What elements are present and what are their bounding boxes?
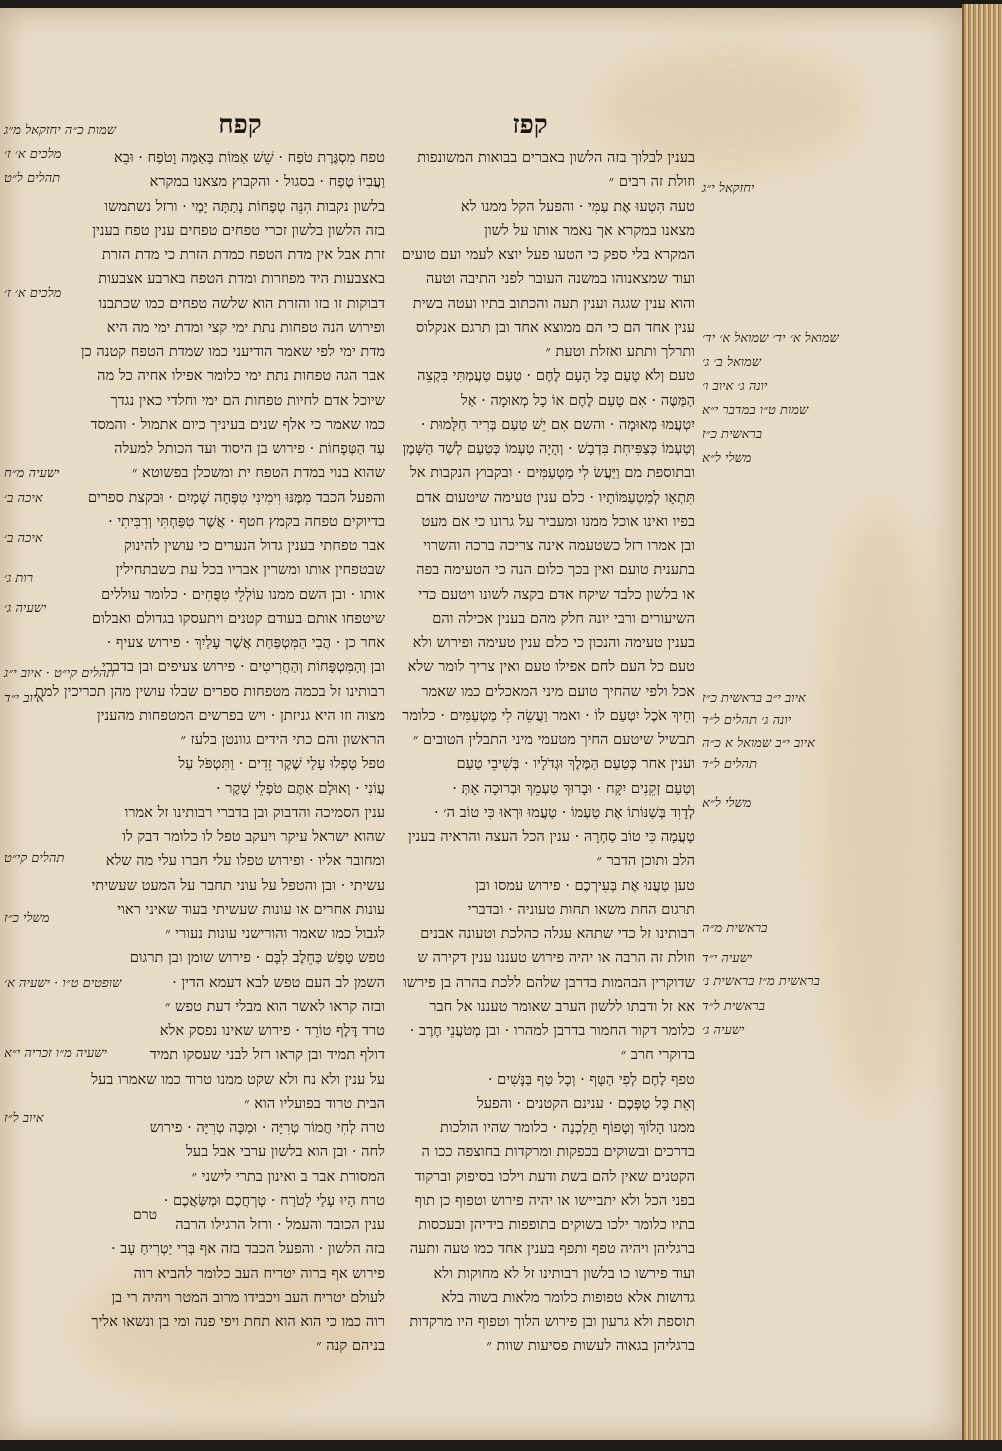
text-line: עשיתי · ובן והטפל על עוני תחבר על המעט שעשיתי <box>91 876 385 894</box>
text-line: ועוד פירשו כו בלשון רבותינו זל לא מחוקות ולא <box>433 1264 695 1282</box>
text-line: לחה · ובן הוא בלשון ערבי אבל בעל <box>185 1143 385 1161</box>
text-line: טעם כל העם לחם אפילו טעם ואין צריך לומר שלא <box>407 658 695 676</box>
margin-reference: משלי ל״א <box>702 796 752 811</box>
margin-reference: איוב י״ד <box>4 691 44 706</box>
text-line: ברגליהן ויהיה טפף ותפף בענין אחד כמו טעה ותעה <box>409 1240 695 1258</box>
margin-reference: תהלים קי״ט <box>4 851 65 866</box>
margin-reference: בראשית מ״ה <box>702 921 768 936</box>
text-line: בלשון נקבות הִנֵּה טְפָחוֹת נָתַתָּה יָמַי · ורזל נשתמשו <box>104 197 385 215</box>
text-line: באצבעות היד מפוזרות ומדת הטפח בארבע אצבעות <box>98 270 385 288</box>
margin-reference: משלי ל״א <box>702 451 752 466</box>
text-line: בזה הלשון · והפעל הכבד בזה אף בְּרִי יַטְרִיחַ עָב · <box>110 1240 385 1258</box>
text-line: ופירוש הנה טפחות נתת ימי קצי ומדת ימי מה היא <box>106 318 385 336</box>
margin-reference: בראשית ל״ד <box>702 999 765 1014</box>
text-line: וְטַעַם זְקֵנִים יִקָּח · וּבָרוּךְ טַעְמֵךְ וּבְרוּכָה אָתְּ · <box>452 779 695 797</box>
text-line: רבותינו זל בכמה מטפחות ספרים שבלו עושין מהן תכריכין למת <box>34 682 385 700</box>
margin-reference: ישעיה מ״ו זכריה י״א <box>4 1046 107 1061</box>
margin-reference: מלכים א׳ ז׳ <box>4 286 62 301</box>
text-line: שהוא ישראל עיקר ויעקב טפל לו כלומר דבק לו <box>122 828 385 845</box>
text-line: עַד הַטְּפָחוֹת · פירוש בן היסוד ועד הכותל למעלה <box>114 440 385 457</box>
margin-reference: תהלים ל״ד <box>702 757 758 772</box>
text-line: טפש טָפַשׁ כַּחֵלֶב לִבָּם · פירוש שומן ובן תרגום <box>129 949 385 967</box>
text-line: שהוא בנוי במדת הטפח ית ומשכלן בפשוטא ״ <box>131 464 385 482</box>
text-line: תִּתְאָו לְמַטְעַמּוֹתָיו · כלם ענין טעימה שיטעום אדם <box>415 488 695 506</box>
text-line: תוספת ולא גרעון ובן פירוש הלוך וטפוף היו מרקדות <box>409 1313 695 1330</box>
text-line: הקטנים שאין להם בשת ודעת וילכו בסיפוק וברקוד <box>414 1167 695 1185</box>
text-line: שדוקרין הבהמות בדרבן שלהם ללכת בהרה בן פירשו <box>403 973 695 991</box>
text-line: טפח מִסְגֶּרֶת טֹפַח · שֵׁשׁ אַמּוֹת בָּאַמָּה וָטֹפַח · וּבֵא <box>114 149 385 166</box>
text-line: בפני הכל ולא יתביישו או יהיה פירוש וטפוף כן תוף <box>414 1191 695 1209</box>
paper-stain <box>820 508 940 1108</box>
margin-reference: ישעיה מ״ח <box>4 466 60 481</box>
text-line: עונות אחרים או עונות שעשיתי בעוד שאיני ראוי <box>117 900 385 918</box>
text-line: טעם וְלֹא טָעַם כָּל הָעָם לֶחֶם · טַעַם טַעֲמְתִּי בִּקְצֵה <box>417 367 695 385</box>
text-line: בפיו ואינו אוכל ממנו ומעביר על גרונו כי אם מעט <box>421 512 695 530</box>
text-line: טען טַעֲנוּ אֶת בְּעִירְכֶם · פירוש עמסו ובן <box>475 876 695 894</box>
text-line: אכל ולפי שהחיך טועם מיני המאכלים כמו שאמר <box>421 682 695 700</box>
text-line: כלומר דקור החמור בדרבן למהרו · ובן מְטֹעֲנֵי חֶרֶב · <box>409 1022 695 1039</box>
text-line: טרה לְחִי חֲמוֹר טְרִיָּה · וּמַכָּה טְרִיָּה · פירוש <box>149 1119 385 1136</box>
margin-reference: איוב י״ב שמואל א כ״ה <box>702 736 815 751</box>
text-line: ענין אחד הם כי הם ממוצא אחד ובן תרגם אנקלוס <box>415 318 695 336</box>
text-line: אבר טפחתי בענין גדול הנערים כי עושין להינוק <box>124 537 385 554</box>
text-line: אחר כן · הֲבִי הַמִּטְפַּחַת אֲשֶׁר עָלַיִךְ · פירוש צעיף · <box>106 634 385 651</box>
text-line: אותו · ובן השם ממנו עוֹלְלֵי טִפֻּחִים · כלומר עוללים <box>101 585 385 603</box>
text-line: כמו שאמר כי אלף שנים בעיניך כיום אתמול · והמסד <box>90 415 385 433</box>
text-line: שיוכל אדם לחיות טפחות הם ימי וחלדי כאין נגדך <box>110 391 385 409</box>
margin-reference: מלכים א׳ ז׳ <box>4 147 62 162</box>
text-line: והפעל הכבד מִמֶּנּוּ וִימִינִי טִפְּחָה שָׁמָיִם · וּבקצת ספרים <box>87 488 385 506</box>
margin-reference: ישעיה ג׳ <box>4 601 47 616</box>
text-line: טעה הִטְעוּ אֶת עַמִּי · והפעל הקל ממנו לא <box>460 197 695 215</box>
margin-reference: בראשית מ״ז בראשית נ׳ <box>702 974 820 989</box>
text-line: על ענין ולא נח ולא שקט ממנו טרוד כמו שאמרו בעל <box>91 1070 385 1088</box>
text-line: שבטפחין אותו ומשרין אבריו בכל עת כשבתחילין <box>115 561 385 579</box>
text-line: או בלשון כלבד שיקח אדם בקצה לשונו ויטעם כדי <box>418 585 695 603</box>
text-line: ממנו הָלוֹךְ וְטָפוֹף תֵּלַכְנָה · כלומר שהיו הולכות <box>439 1119 695 1136</box>
margin-reference: שמואל ב׳ ג׳ <box>702 355 761 370</box>
text-line: פירוש אף ברוה יטריח העב כלומר להביא רוה <box>133 1264 385 1282</box>
text-line: ובתוספת מם וַיַּעֲשׂ לִי מַטְעַמִּים · ובקבוץ הנקבות אל <box>409 464 695 482</box>
text-line: בתיו כלומר ילכו בשוקים בתופפות בידיהן ובעכסות <box>418 1216 695 1233</box>
text-line: ועוד שמצאנוהו במשנה העובר לפני התיבה וטעה <box>425 270 695 288</box>
text-line: ובן אמרו רזל כשטעמה אינה צריכה ברכה והשרוי <box>423 537 695 554</box>
text-line: וְחֵיךְ אֹכֶל יִטְעַם לוֹ · ואמר וַעֲשֵׂה לִי מַטְעַמִּים · כלומר <box>402 706 695 724</box>
text-line: זרת אבל אין מדת הטפח כמדת הזרת כי מדת הזרת <box>101 246 385 263</box>
margin-reference: שמות כ״ה יחזקאל מ״ג <box>4 123 116 138</box>
margin-reference: איוב ל״ז <box>4 1111 44 1126</box>
text-line: השמן לב העם טפש לבא דעמא הדין · <box>172 973 385 991</box>
margin-reference: איכה ב׳ <box>4 491 43 506</box>
margin-reference: בראשית כ״ז <box>702 427 763 442</box>
margin-reference: שמות ט״ו במדבר י״א <box>702 403 809 418</box>
margin-reference: יונה ג׳ תהלים ל״ד <box>702 713 792 728</box>
text-line: וַעֲבִיוֹ טֶפַח · בסגול · והקבוץ מצאנו במקרא <box>149 173 385 191</box>
text-line: הראשון והם כתי הידים גוונטן בלעז ״ <box>180 731 385 748</box>
catchword: טרם <box>133 1207 158 1223</box>
text-line: עֲוֹנִי · וְאוּלָם אַתֶּם טֹפְלֵי שָׁקֶר · <box>215 779 385 797</box>
text-line: וזולת זה רבים ״ <box>608 173 695 191</box>
text-line: המקרא בלי ספק כי הטעו פעל יוצא לעמי ועם טועים <box>401 246 695 263</box>
text-line: והוא ענין שגגה וענין תעה והכתוב בתיו ועטה בשית <box>412 294 695 312</box>
text-line: וְטַעְמוֹ כְּצַפִּיחִת בִּדְבָשׁ · וְהָיָה טַעְמוֹ כְּטַעַם לְשַׁד הַשָּׁמֶן <box>402 440 695 457</box>
text-line: תבשיל שיטעם החיך מטעמי מיני התבלין הטובים ״ <box>412 731 695 748</box>
margin-reference: שמואל א׳ יד׳ שמואל א׳ יד׳ <box>702 331 839 346</box>
text-line: לעולם יטריח העב ויכבידו מרוב המטר ויהיה רי בן <box>111 1288 385 1306</box>
text-line: בדרכים ובשוקים בכפקות ומרקדות בחוצפה ככו ה <box>421 1143 695 1161</box>
text-line: תרגום החת משאו תחות טעוניה · ובדברי <box>467 900 695 918</box>
text-line: בתענית טועם ואין בכך כלום הנה כי הטעימה בפה <box>416 561 695 579</box>
text-line: הבית טרוד בפועליו הוא ״ <box>244 1094 385 1112</box>
text-line: ומחובר אליו · ופירוש טפלו עלי חברו עלי מה שלא <box>105 852 385 870</box>
text-line: בדיוקים טפחה בקמץ חטף · אֲשֶׁר טִפַּחְתִּי וְרִבִּיתִי · <box>108 512 385 530</box>
text-line: דבוקות זו בזו והזרת הוא שלשה טפחים כמו שכתבנו <box>98 294 385 312</box>
text-line: ענין הסמיכה והדבוק ובן בדברי רבותינו זל אמרו <box>124 803 385 821</box>
text-line: טרד דֶּלֶף טוֹרֵד · פירוש שאינו נפסק אלא <box>159 1022 385 1039</box>
text-line: המסורת אבר ב ואינון בתרי לישני ״ <box>191 1167 385 1185</box>
margin-reference: משלי כ״ז <box>4 911 50 926</box>
text-line: בזה הלשון בלשון זכרי טפחים טפחים ענין טפח בענין <box>92 221 385 239</box>
text-line: דולף תמיד ובן קראו רזל לבני שעסקו תמיד <box>149 1046 385 1064</box>
text-line: ובזה קראו לאשר הוא מבלי דעת טפש ״ <box>165 997 385 1015</box>
text-line: ותרלך ותתע ואזלת וטעת ״ <box>545 343 695 360</box>
text-line: רוה כמו כי הוא הוא תחת ויפי פנה ומי בן ונשאו אליך <box>91 1313 385 1330</box>
margin-reference: ישעיה י״ד <box>702 951 753 966</box>
text-line: ענין הכובד והעמל · ורזל הרגילו הרבה <box>175 1216 385 1233</box>
text-line: וזולת זה הרבה או יהיה פירוש טעננו ענין דקירה ש <box>417 949 695 967</box>
right-page-number: קפז <box>512 110 548 140</box>
left-page-number: קפח <box>218 110 262 140</box>
margin-reference: תהלים ל״ט <box>4 171 61 186</box>
text-line: מצוה וזו היא גניזתן · ויש בפרשים המטפחות מהענין <box>96 706 385 724</box>
text-line: בענין לבלוך בזה הלשון באברים בבואות המשונפות <box>417 149 695 166</box>
text-line: ברגליהן בגאוה לעשות פסיעות שוות ״ <box>486 1337 695 1355</box>
margin-reference: שופטים ט״ו · ישעיה א׳ <box>4 976 122 991</box>
text-line: לְדָוִד בְּשַׁנּוֹתוֹ אֶת טַעְמוֹ · טַעֲמוּ וּרְאוּ כִּי טוֹב ה׳ · <box>433 803 695 821</box>
text-line: אבר הגה טפחות נתת ימי כלומר אפילו אחיה כל מה <box>97 367 385 385</box>
margin-reference: תהלים קי״ט · איוב י״ג <box>4 666 115 681</box>
margin-reference: יחזקאל י״ג <box>702 181 755 196</box>
text-line: רבותינו זל כדי שתהא עגלה כהלכת וטעונה אבנים <box>420 925 695 942</box>
page-edges <box>962 4 1002 1440</box>
text-line: לגבול כמו שאמר והורישני עונות נעורי ״ <box>165 925 385 942</box>
text-line: מצאנו במקרא אך נאמר אותו על לשון <box>484 221 695 239</box>
text-line: אא זל ודבתו ללשון הערב שאומר טעננו אל חבר <box>429 997 695 1015</box>
text-line: טפל טָפְלוּ עָלַי שֶׁקֶר זֵדִים · וַתִּטְפֹּל עַל <box>178 755 385 773</box>
margin-reference: איוב י״ב בראשית כ״ז <box>702 691 806 706</box>
text-line: שיטפחו אותם בעודם קטנים ויתעסקו בגדולם ואבלום <box>91 609 385 627</box>
text-line: גדושות אלא טפופות כלומר מלאות בשוה בלא <box>441 1288 695 1306</box>
right-text-column <box>401 146 695 1359</box>
margin-reference: ישעיה ג׳ <box>702 1023 745 1038</box>
text-line: בענין טעימה והנכון כי כלם ענין טעימה ופירוש ולא <box>412 634 695 651</box>
text-line: טפף לֶחֶם לְפִי הַטָּף · וְכָל טַף בַּנָּשִׁים · <box>487 1070 695 1088</box>
text-line: טרח הָיוּ עָלַי לָטֹרַח · טָרְחֲכֶם וּמַשַּׂאֲכֶם · <box>163 1191 385 1209</box>
text-line: השיעורים ורבי יונה חלק מהם בענין אכילה והם <box>432 609 695 627</box>
text-line: וענין אחר כְּטַעַם הַמֶּלֶךְ וּגְדֹלָיו · בְּשִׁיבֵי טַעַם <box>456 755 695 773</box>
text-line: הלב ותוכן הדבר ״ <box>596 852 695 870</box>
text-line: מדת ימי לפי שאמר הודיעני כמו שמדת הטפח קטנה כן <box>80 343 385 360</box>
text-line: בניהם קנה ״ <box>316 1337 385 1355</box>
text-line: הַמַּטֶּה · אִם טָעַם לֶחֶם אוֹ כָל מְאוּמָה · אַל <box>460 391 695 409</box>
margin-reference: יונה ג׳ איוב ו׳ <box>702 379 768 394</box>
margin-reference: רות ג׳ <box>4 571 34 586</box>
margin-reference: איכה ב׳ <box>4 531 43 546</box>
text-line: וְאֵת כָּל טַפְּכֶם · ענינם הקטנים · והפעל <box>476 1094 695 1112</box>
text-line: בדוקרי חרב ״ <box>620 1046 695 1064</box>
text-line: ובן וְהַמִּטְפָּחוֹת וְהַחֲרִיטִים · פירוש צעיפים ובן בדברי <box>101 658 385 676</box>
text-line: טָעֲמָה כִּי טוֹב סַחְרָהּ · ענין הכל העצה והראיה בענין <box>407 828 695 845</box>
text-line: יִטְעֲמוּ מְאוּמָה · והשם אִם יֵשׁ טַעַם בְּרִיר חַלָּמוּת · <box>420 415 695 433</box>
